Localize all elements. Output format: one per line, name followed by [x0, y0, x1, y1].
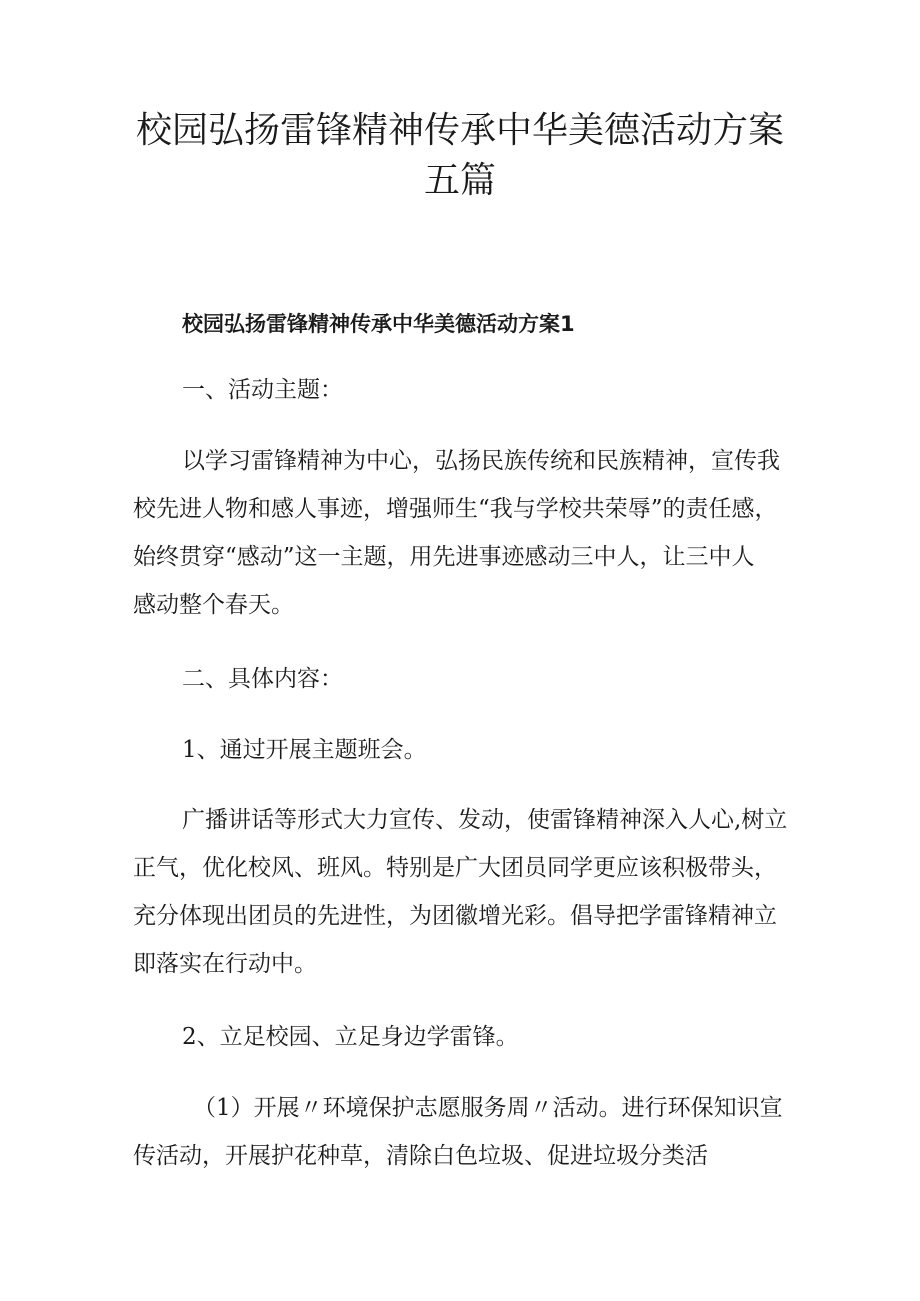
heading-specific-content: 二、具体内容： [182, 666, 343, 692]
paragraph-line: （1）开展〃环境保护志愿服务周〃活动。进行环保知识宣 [193, 1095, 783, 1121]
heading-activity-theme: 一、活动主题： [182, 377, 343, 403]
document-title-line-2: 五篇 [423, 160, 496, 201]
paragraph-line: 正气，优化校风、班风。特别是广大团员同学更应该积极带头， [133, 855, 777, 881]
paragraph-line: 传活动，开展护花种草，清除白色垃圾、促进垃圾分类活 [133, 1143, 708, 1169]
list-item-2: 2、立足校园、立足身边学雷锋。 [182, 1024, 519, 1050]
paragraph-line: 感动整个春天。 [133, 592, 294, 618]
paragraph-line: 充分体现出团员的先进性，为团徽增光彩。倡导把学雷锋精神立 [133, 903, 777, 929]
list-item-1: 1、通过开展主题班会。 [182, 737, 427, 763]
paragraph-line: 以学习雷锋精神为中心，弘扬民族传统和民族精神，宣传我 [182, 448, 780, 474]
section-heading: 校园弘扬雷锋精神传承中华美德活动方案1 [182, 312, 575, 336]
paragraph-line: 即落实在行动中。 [133, 951, 317, 977]
paragraph-line: 校先进人物和感人事迹，增强师生“我与学校共荣辱”的责任感， [133, 496, 778, 522]
paragraph-line: 广播讲话等形式大力宣传、发动，使雷锋精神深入人心,树立 [182, 807, 788, 833]
document-title-line-1: 校园弘扬雷锋精神传承中华美德活动方案 [135, 110, 784, 151]
paragraph-line: 始终贯穿“感动”这一主题，用先进事迹感动三中人，让三中人 [133, 544, 755, 570]
